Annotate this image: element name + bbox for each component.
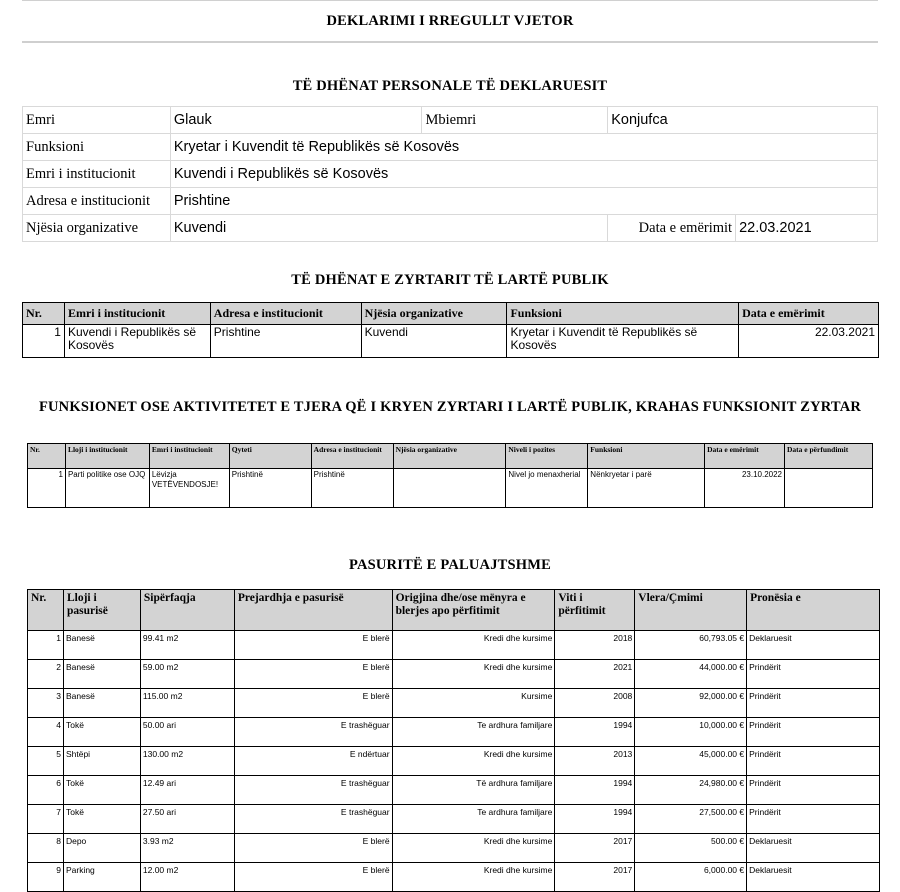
assets-table-body xyxy=(28,631,880,892)
table-cell: 5 xyxy=(28,747,64,776)
table-cell: Nënkryetar i parë xyxy=(588,469,705,508)
table-header-row xyxy=(28,590,880,631)
appointment-date-value: 22.03.2021 xyxy=(736,215,878,242)
first-name-value: Glauk xyxy=(170,107,422,134)
column-header: Vlera/Çmimi xyxy=(635,590,747,631)
personal-data-table xyxy=(22,106,878,242)
table-cell: 2021 xyxy=(555,660,635,689)
table-cell: E trashëguar xyxy=(234,805,392,834)
table-cell: Prishtinë xyxy=(229,469,311,508)
table-cell: 24,980.00 € xyxy=(635,776,747,805)
table-cell: 12.49 ari xyxy=(140,776,234,805)
table-cell: Kredi dhe kursime xyxy=(392,863,555,892)
table-cell: Shtëpi xyxy=(63,747,140,776)
table-cell: E blerë xyxy=(234,863,392,892)
column-header: Emri i institucionit xyxy=(149,444,229,469)
table-cell: Banesë xyxy=(63,631,140,660)
table-cell: Prindërit xyxy=(747,718,880,747)
table-cell: Kredi dhe kursime xyxy=(392,631,555,660)
official-data-heading: TË DHËNAT E ZYRTARIT TË LARTË PUBLIK xyxy=(291,272,609,288)
column-header: Sipërfaqja xyxy=(140,590,234,631)
org-unit-value: Kuvendi xyxy=(170,215,607,242)
institution-address-value: Prishtine xyxy=(170,188,877,215)
table-cell: 6 xyxy=(28,776,64,805)
field-label: Emri i institucionit xyxy=(23,161,171,188)
table-cell: 22.03.2021 xyxy=(739,325,879,358)
table-cell: Deklaruesit xyxy=(747,863,880,892)
table-cell: 9 xyxy=(28,863,64,892)
table-cell: 2017 xyxy=(555,834,635,863)
table-header-row xyxy=(23,303,879,325)
other-functions-table xyxy=(27,443,873,508)
table-row xyxy=(23,325,879,358)
field-label: Funksioni xyxy=(23,134,171,161)
column-header: Origjina dhe/ose mënyra e blerjes apo përfitimit xyxy=(392,590,555,631)
table-cell: 1 xyxy=(28,469,66,508)
table-cell: 4 xyxy=(28,718,64,747)
table-cell: 3 xyxy=(28,689,64,718)
table-cell: 1 xyxy=(23,325,65,358)
field-label: Adresa e institucionit xyxy=(23,188,171,215)
column-header: Nr. xyxy=(23,303,65,325)
field-label: Mbiemri xyxy=(422,107,608,134)
table-cell: Tokë xyxy=(63,718,140,747)
table-cell: Prindërit xyxy=(747,660,880,689)
table-cell: 6,000.00 € xyxy=(635,863,747,892)
table-row xyxy=(23,107,878,134)
column-header: Lloji i pasurisë xyxy=(63,590,140,631)
personal-data-heading: TË DHËNAT PERSONALE TË DEKLARUESIT xyxy=(292,78,608,94)
immovable-assets-table xyxy=(27,589,880,892)
table-row xyxy=(28,689,880,718)
column-header: Data e përfundimit xyxy=(785,444,873,469)
table-cell: 2008 xyxy=(555,689,635,718)
table-cell: Lëvizja VETËVENDOSJE! xyxy=(149,469,229,508)
table-row xyxy=(28,660,880,689)
table-cell: E trashëguar xyxy=(234,776,392,805)
table-cell: 2013 xyxy=(555,747,635,776)
table-cell: Tokë xyxy=(63,776,140,805)
column-header: Emri i institucionit xyxy=(64,303,210,325)
table-cell: E blerë xyxy=(234,834,392,863)
table-cell: 60,793.05 € xyxy=(635,631,747,660)
table-row xyxy=(28,631,880,660)
table-cell: Kredi dhe kursime xyxy=(392,834,555,863)
table-cell: Tokë xyxy=(63,805,140,834)
table-cell xyxy=(785,469,873,508)
table-row xyxy=(28,863,880,892)
table-cell: 45,000.00 € xyxy=(635,747,747,776)
column-header: Data e emërimit xyxy=(705,444,785,469)
column-header: Data e emërimit xyxy=(739,303,879,325)
table-cell: E blerë xyxy=(234,689,392,718)
table-cell: 2017 xyxy=(555,863,635,892)
table-cell: E ndërtuar xyxy=(234,747,392,776)
table-cell: Kursime xyxy=(392,689,555,718)
table-cell: Prishtinë xyxy=(311,469,393,508)
column-header: Njësia organizative xyxy=(361,303,507,325)
column-header: Funksioni xyxy=(588,444,705,469)
table-cell: 12.00 m2 xyxy=(140,863,234,892)
top-divider xyxy=(22,0,878,1)
table-cell: 2018 xyxy=(555,631,635,660)
table-row xyxy=(23,161,878,188)
official-data-table xyxy=(22,302,879,358)
table-cell: 2 xyxy=(28,660,64,689)
table-cell: 50.00 ari xyxy=(140,718,234,747)
table-cell: Kuvendi i Republikës së Kosovës xyxy=(64,325,210,358)
institution-name-value: Kuvendi i Republikës së Kosovës xyxy=(170,161,877,188)
table-cell: Parti politike ose OJQ xyxy=(65,469,149,508)
table-cell: 23.10.2022 xyxy=(705,469,785,508)
field-label: Njësia organizative xyxy=(23,215,171,242)
table-cell: Kredi dhe kursime xyxy=(392,747,555,776)
table-cell: Kuvendi xyxy=(361,325,507,358)
table-cell: Të ardhura familjare xyxy=(392,776,555,805)
table-row xyxy=(28,805,880,834)
table-cell: Kredi dhe kursime xyxy=(392,660,555,689)
table-cell: 1994 xyxy=(555,776,635,805)
table-cell: 8 xyxy=(28,834,64,863)
table-cell: 44,000.00 € xyxy=(635,660,747,689)
table-cell: 27.50 ari xyxy=(140,805,234,834)
table-cell: 59.00 m2 xyxy=(140,660,234,689)
table-header-row xyxy=(28,444,873,469)
table-cell: 1994 xyxy=(555,718,635,747)
column-header: Nr. xyxy=(28,444,66,469)
last-name-value: Konjufca xyxy=(608,107,878,134)
table-cell: Prindërit xyxy=(747,689,880,718)
table-cell: Nivel jo menaxherial xyxy=(506,469,588,508)
column-header: Nr. xyxy=(28,590,64,631)
field-label: Data e emërimit xyxy=(608,215,736,242)
table-cell: 130.00 m2 xyxy=(140,747,234,776)
table-row xyxy=(28,718,880,747)
table-row xyxy=(28,776,880,805)
column-header: Adresa e institucionit xyxy=(210,303,361,325)
immovable-assets-heading: PASURITË E PALUAJTSHME xyxy=(348,557,552,573)
table-cell: Depo xyxy=(63,834,140,863)
table-cell: 1994 xyxy=(555,805,635,834)
column-header: Prejardhja e pasurisë xyxy=(234,590,392,631)
title-divider xyxy=(22,41,878,43)
other-functions-heading: FUNKSIONET OSE AKTIVITETET E TJERA QË I KRYEN ZYRTARI I LARTË PUBLIK, KRAHAS FUNKSIONIT ZYRTAR xyxy=(38,399,862,415)
table-cell: Te ardhura familjare xyxy=(392,718,555,747)
table-cell: 115.00 m2 xyxy=(140,689,234,718)
table-row xyxy=(28,469,873,508)
table-cell: Banesë xyxy=(63,689,140,718)
column-header: Pronësia e xyxy=(747,590,880,631)
table-row xyxy=(28,834,880,863)
column-header: Funksioni xyxy=(507,303,739,325)
table-cell: 10,000.00 € xyxy=(635,718,747,747)
table-cell: 3.93 m2 xyxy=(140,834,234,863)
document-title: DEKLARIMI I RREGULLT VJETOR xyxy=(326,13,574,29)
table-cell: Prindërit xyxy=(747,747,880,776)
table-cell: 1 xyxy=(28,631,64,660)
table-cell: Deklaruesit xyxy=(747,631,880,660)
table-cell: E trashëguar xyxy=(234,718,392,747)
table-row xyxy=(23,215,878,242)
column-header: Niveli i pozites xyxy=(506,444,588,469)
table-cell: Prishtine xyxy=(210,325,361,358)
column-header: Viti i përfitimit xyxy=(555,590,635,631)
table-cell: 99.41 m2 xyxy=(140,631,234,660)
table-cell: E blerë xyxy=(234,631,392,660)
table-cell xyxy=(393,469,506,508)
table-cell: 500.00 € xyxy=(635,834,747,863)
table-cell: 27,500.00 € xyxy=(635,805,747,834)
column-header: Lloji i institucionit xyxy=(65,444,149,469)
table-cell: Te ardhura familjare xyxy=(392,805,555,834)
table-cell: Parking xyxy=(63,863,140,892)
table-cell: Prindërit xyxy=(747,776,880,805)
column-header: Qyteti xyxy=(229,444,311,469)
table-cell: Kryetar i Kuvendit të Republikës së Kosovës xyxy=(507,325,739,358)
table-cell: E blerë xyxy=(234,660,392,689)
field-label: Emri xyxy=(23,107,171,134)
table-row xyxy=(23,188,878,215)
table-cell: Banesë xyxy=(63,660,140,689)
table-row xyxy=(23,134,878,161)
table-cell: Deklaruesit xyxy=(747,834,880,863)
column-header: Njësia organizative xyxy=(393,444,506,469)
column-header: Adresa e institucionit xyxy=(311,444,393,469)
table-row xyxy=(28,747,880,776)
function-value: Kryetar i Kuvendit të Republikës së Kosovës xyxy=(170,134,877,161)
table-cell: 92,000.00 € xyxy=(635,689,747,718)
table-cell: 7 xyxy=(28,805,64,834)
table-cell: Prindërit xyxy=(747,805,880,834)
